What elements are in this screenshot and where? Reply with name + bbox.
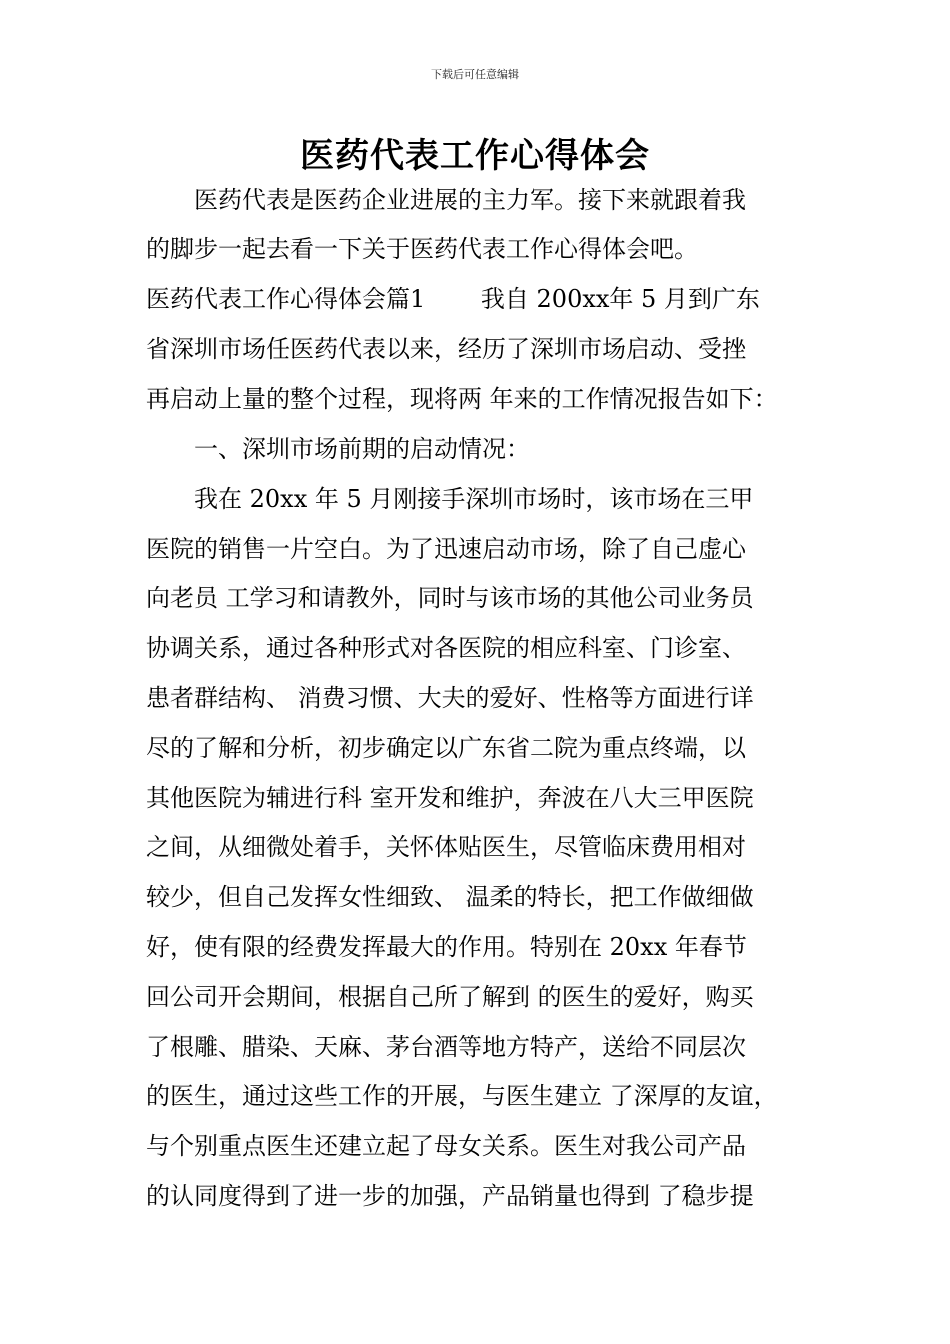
body-line: 医药代表工作心得体会篇1 我自 200xx年 5 月到广东 <box>146 285 760 313</box>
body-line: 较少，但自己发挥女性细致、 温柔的特长，把工作做细做 <box>146 883 754 911</box>
document-title: 医药代表工作心得体会 <box>300 136 650 176</box>
body-line: 医药代表是医药企业进展的主力军。接下来就跟着我 <box>146 186 746 214</box>
body-line: 我在 20xx 年 5 月刚接手深圳市场时，该市场在三甲 <box>146 485 754 513</box>
body-line: 回公司开会期间，根据自己所了解到 的医生的爱好，购买 <box>146 983 754 1011</box>
body-line: 的认同度得到了进一步的加强，产品销量也得到 了稳步提 <box>146 1182 754 1210</box>
page-header: 下载后可任意编辑 <box>431 68 519 81</box>
body-line: 之间，从细微处着手，关怀体贴医生，尽管临床费用相对 <box>146 833 746 861</box>
body-line: 向老员 工学习和请教外，同时与该市场的其他公司业务员 <box>146 584 754 612</box>
body-line: 的脚步一起去看一下关于医药代表工作心得体会吧。 <box>146 235 698 263</box>
body-line: 协调关系，通过各种形式对各医院的相应科室、门诊室、 <box>146 634 746 662</box>
body-line: 与个别重点医生还建立起了母女关系。医生对我公司产品 <box>146 1132 746 1160</box>
body-line: 的医生，通过这些工作的开展，与医生建立 了深厚的友谊， <box>146 1082 778 1110</box>
body-line: 医院的销售一片空白。为了迅速启动市场，除了自己虚心 <box>146 535 746 563</box>
body-line: 其他医院为辅进行科 室开发和维护，奔波在八大三甲医院 <box>146 784 754 812</box>
body-line: 患者群结构、 消费习惯、大夫的爱好、性格等方面进行详 <box>146 684 754 712</box>
body-line: 尽的了解和分析，初步确定以广东省二院为重点终端，以 <box>146 734 746 762</box>
body-line: 省深圳市场任医药代表以来，经历了深圳市场启动、受挫 <box>146 335 746 363</box>
body-line: 好，使有限的经费发挥最大的作用。特别在 20xx 年春节 <box>146 933 747 961</box>
body-line: 一、深圳市场前期的启动情况： <box>146 435 530 463</box>
body-line: 了根雕、腊染、天麻、茅台酒等地方特产，送给不同层次 <box>146 1033 746 1061</box>
body-line: 再启动上量的整个过程，现将两 年来的工作情况报告如下： <box>146 385 778 413</box>
